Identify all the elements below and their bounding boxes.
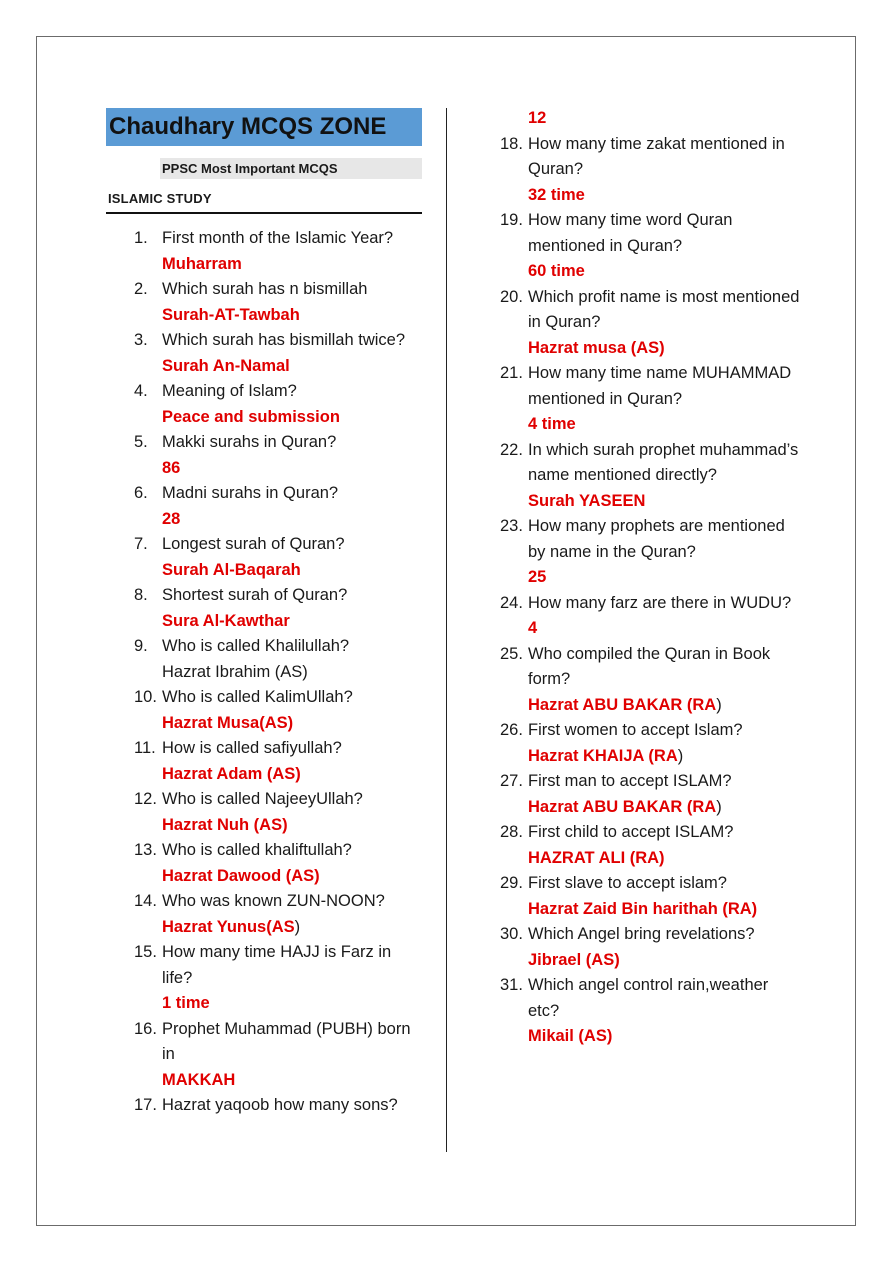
answer-value: Hazrat KHAIJA (RA — [528, 746, 678, 765]
question-text: Who compiled the Quran in Book form? — [528, 644, 771, 688]
answer-text — [162, 303, 422, 329]
answer-text — [528, 412, 800, 438]
mcq-list-right — [500, 132, 800, 1050]
mcq-item — [106, 736, 422, 787]
mcq-item — [106, 1017, 422, 1094]
answer-text — [528, 183, 800, 209]
mcq-item — [500, 820, 800, 871]
question-text: Who is called Khalilullah? — [162, 637, 350, 655]
question-text: How many farz are there in WUDU? — [528, 593, 792, 612]
question-text: Who is called NajeeyUllah? — [162, 790, 363, 808]
answer-text — [528, 1024, 800, 1050]
answer-text — [162, 915, 422, 941]
answer-text — [162, 252, 422, 278]
answer-text — [162, 813, 422, 839]
answer-suffix: ) — [677, 746, 684, 765]
answer-text — [528, 616, 800, 642]
answer-value: Muharram — [162, 254, 242, 273]
mcq-item — [106, 787, 422, 838]
question-number: 25. — [500, 644, 523, 663]
question-text: Makki surahs in Quran? — [162, 433, 337, 451]
answer-text — [162, 354, 422, 380]
answer-suffix: ) — [294, 917, 301, 936]
answer-value: Hazrat Zaid Bin harithah (RA) — [528, 899, 758, 918]
mcq-item — [500, 514, 800, 591]
question-text: Shortest surah of Quran? — [162, 586, 348, 604]
question-number: 15. — [134, 943, 157, 961]
question-text: Meaning of Islam? — [162, 382, 297, 400]
answer-text — [162, 660, 422, 686]
answer-value: Surah An-Namal — [162, 356, 290, 375]
answer-value: 1 time — [162, 994, 210, 1012]
answer-value: Hazrat musa (AS) — [528, 338, 665, 357]
mcq-item — [106, 634, 422, 685]
answer-text — [528, 565, 800, 591]
answer-value: 60 time — [528, 262, 585, 280]
question-text: How many time name MUHAMMAD mentioned in Quran? — [528, 364, 792, 408]
question-text: Longest surah of Quran? — [162, 535, 345, 553]
mcq-item — [500, 718, 800, 769]
question-number: 23. — [500, 517, 523, 535]
answer-text — [162, 991, 422, 1017]
answer-text — [162, 456, 422, 482]
question-number: 5. — [134, 433, 148, 451]
answer-text — [528, 795, 800, 821]
question-text: Which angel control rain,weather etc? — [528, 976, 769, 1020]
question-number: 6. — [134, 484, 148, 502]
answer-value: 28 — [162, 509, 181, 528]
mcq-item — [106, 328, 422, 379]
question-number: 19. — [500, 211, 523, 229]
question-text: How is called safiyullah? — [162, 739, 342, 757]
answer-value: Sura Al-Kawthar — [162, 611, 290, 630]
question-number: 12. — [134, 790, 157, 808]
answer-text — [528, 693, 800, 719]
answer-text — [162, 405, 422, 431]
mcq-item — [500, 285, 800, 362]
answer-value: Hazrat Nuh (AS) — [162, 815, 288, 834]
answer-text — [528, 336, 800, 362]
answer-value: Jibrael (AS) — [528, 950, 620, 969]
answer-value: 32 time — [528, 185, 585, 204]
question-text: Which surah has n bismillah — [162, 280, 368, 298]
question-number: 21. — [500, 364, 523, 382]
mcq-item — [500, 208, 800, 285]
question-text: How many time zakat mentioned in Quran? — [528, 134, 785, 178]
mcq-item — [106, 532, 422, 583]
answer-value: Hazrat Ibrahim (AS) — [162, 662, 308, 681]
continued-answer: 12 — [528, 109, 547, 127]
answer-text — [528, 846, 800, 872]
answer-value: Mikail (AS) — [528, 1027, 613, 1045]
answer-suffix: ) — [716, 797, 722, 816]
answer-text — [162, 507, 422, 533]
mcq-item — [106, 1093, 422, 1119]
answer-text — [162, 711, 422, 737]
answer-value: Peace and submission — [162, 407, 340, 426]
mcq-item — [106, 889, 422, 940]
answer-text — [528, 259, 800, 285]
answer-value: Hazrat ABU BAKAR (RA — [528, 797, 717, 816]
question-text: First child to accept ISLAM? — [528, 823, 734, 841]
question-text: Madni surahs in Quran? — [162, 484, 339, 502]
subtitle: PPSC Most Important MCQS — [160, 158, 422, 179]
question-number: 31. — [500, 976, 523, 994]
question-text: In which surah prophet muhammad’s name mentioned directly? — [528, 440, 799, 484]
section-heading: ISLAMIC STUDY — [106, 191, 422, 214]
mcq-item — [500, 973, 800, 1050]
brand-title: Chaudhary MCQS ZONE — [106, 108, 422, 146]
question-number: 8. — [134, 586, 148, 604]
question-number: 20. — [500, 287, 523, 306]
mcq-item — [500, 438, 800, 515]
question-number: 7. — [134, 535, 148, 553]
answer-value: Hazrat Dawood (AS) — [162, 866, 320, 885]
question-number: 24. — [500, 593, 523, 612]
question-text: Who was known ZUN-NOON? — [162, 892, 385, 910]
question-text: Which Angel bring revelations? — [528, 925, 755, 943]
question-number: 11. — [134, 739, 156, 757]
answer-value: Hazrat Musa(AS) — [162, 713, 294, 732]
question-number: 14. — [134, 892, 157, 910]
question-number: 2. — [134, 280, 148, 298]
answer-text — [528, 489, 800, 515]
mcq-item — [106, 838, 422, 889]
question-number: 13. — [134, 841, 157, 859]
mcq-item — [500, 922, 800, 973]
question-number: 10. — [134, 688, 157, 706]
question-number: 18. — [500, 134, 523, 153]
question-text: How many time word Quran mentioned in Quran? — [528, 211, 733, 255]
question-number: 9. — [134, 637, 148, 655]
question-number: 22. — [500, 440, 523, 459]
question-text: First man to accept ISLAM? — [528, 772, 732, 790]
question-number: 26. — [500, 721, 523, 739]
mcq-item — [106, 226, 422, 277]
mcq-item — [500, 642, 800, 719]
answer-text — [162, 762, 422, 788]
mcq-item — [106, 685, 422, 736]
answer-text — [528, 897, 800, 923]
question-number: 4. — [134, 382, 148, 400]
answer-value: 86 — [162, 458, 181, 477]
mcq-list-left — [106, 226, 422, 1119]
answer-value: Hazrat Yunus(AS — [162, 917, 295, 936]
answer-value: 4 time — [528, 415, 576, 433]
question-text: First women to accept Islam? — [528, 721, 743, 739]
question-text: Who is called KalimUllah? — [162, 688, 353, 706]
question-text: Which surah has bismillah twice? — [162, 331, 406, 349]
right-column — [500, 108, 800, 1050]
question-number: 3. — [134, 331, 148, 349]
mcq-item — [500, 591, 800, 642]
question-text: Hazrat yaqoob how many sons? — [162, 1096, 398, 1114]
question-number: 1. — [134, 229, 148, 247]
question-text: How many prophets are mentioned by name in the Quran? — [528, 517, 785, 561]
question-number: 29. — [500, 874, 523, 892]
answer-value: Hazrat Adam (AS) — [162, 764, 301, 783]
answer-value: Surah-AT-Tawbah — [162, 305, 300, 324]
answer-value: Hazrat ABU BAKAR (RA — [528, 695, 717, 714]
answer-value: 4 — [528, 619, 538, 637]
question-text: Who is called khaliftullah? — [162, 841, 352, 859]
question-number: 27. — [500, 772, 523, 790]
question-text: First slave to accept islam? — [528, 874, 727, 892]
mcq-item — [106, 430, 422, 481]
answer-suffix: ) — [716, 695, 722, 714]
mcq-item — [106, 583, 422, 634]
mcq-item — [106, 277, 422, 328]
answer-value: Surah YASEEN — [528, 491, 646, 510]
answer-value: HAZRAT ALI (RA) — [528, 848, 665, 867]
answer-text — [162, 609, 422, 635]
mcq-item — [500, 361, 800, 438]
mcq-item — [500, 769, 800, 820]
question-text: Which profit name is most mentioned in Quran? — [528, 287, 800, 331]
answer-text — [162, 864, 422, 890]
question-number: 17. — [134, 1096, 157, 1114]
mcq-item — [106, 940, 422, 1017]
left-column — [106, 108, 422, 1119]
question-text: How many time HAJJ is Farz in life? — [162, 943, 392, 987]
answer-value: 25 — [528, 568, 547, 586]
answer-text — [162, 558, 422, 584]
mcq-item — [106, 481, 422, 532]
answer-value: MAKKAH — [162, 1070, 236, 1089]
mcq-item — [500, 132, 800, 209]
mcq-item — [500, 871, 800, 922]
question-number: 28. — [500, 823, 523, 841]
answer-text — [528, 744, 800, 770]
question-text: First month of the Islamic Year? — [162, 229, 394, 247]
answer-text — [528, 948, 800, 974]
question-text: Prophet Muhammad (PUBH) born in — [162, 1019, 411, 1063]
answer-text — [162, 1068, 422, 1094]
mcq-item — [106, 379, 422, 430]
column-divider — [446, 108, 447, 1152]
answer-value: Surah Al-Baqarah — [162, 560, 301, 579]
question-number: 30. — [500, 925, 523, 943]
question-number: 16. — [134, 1019, 157, 1038]
